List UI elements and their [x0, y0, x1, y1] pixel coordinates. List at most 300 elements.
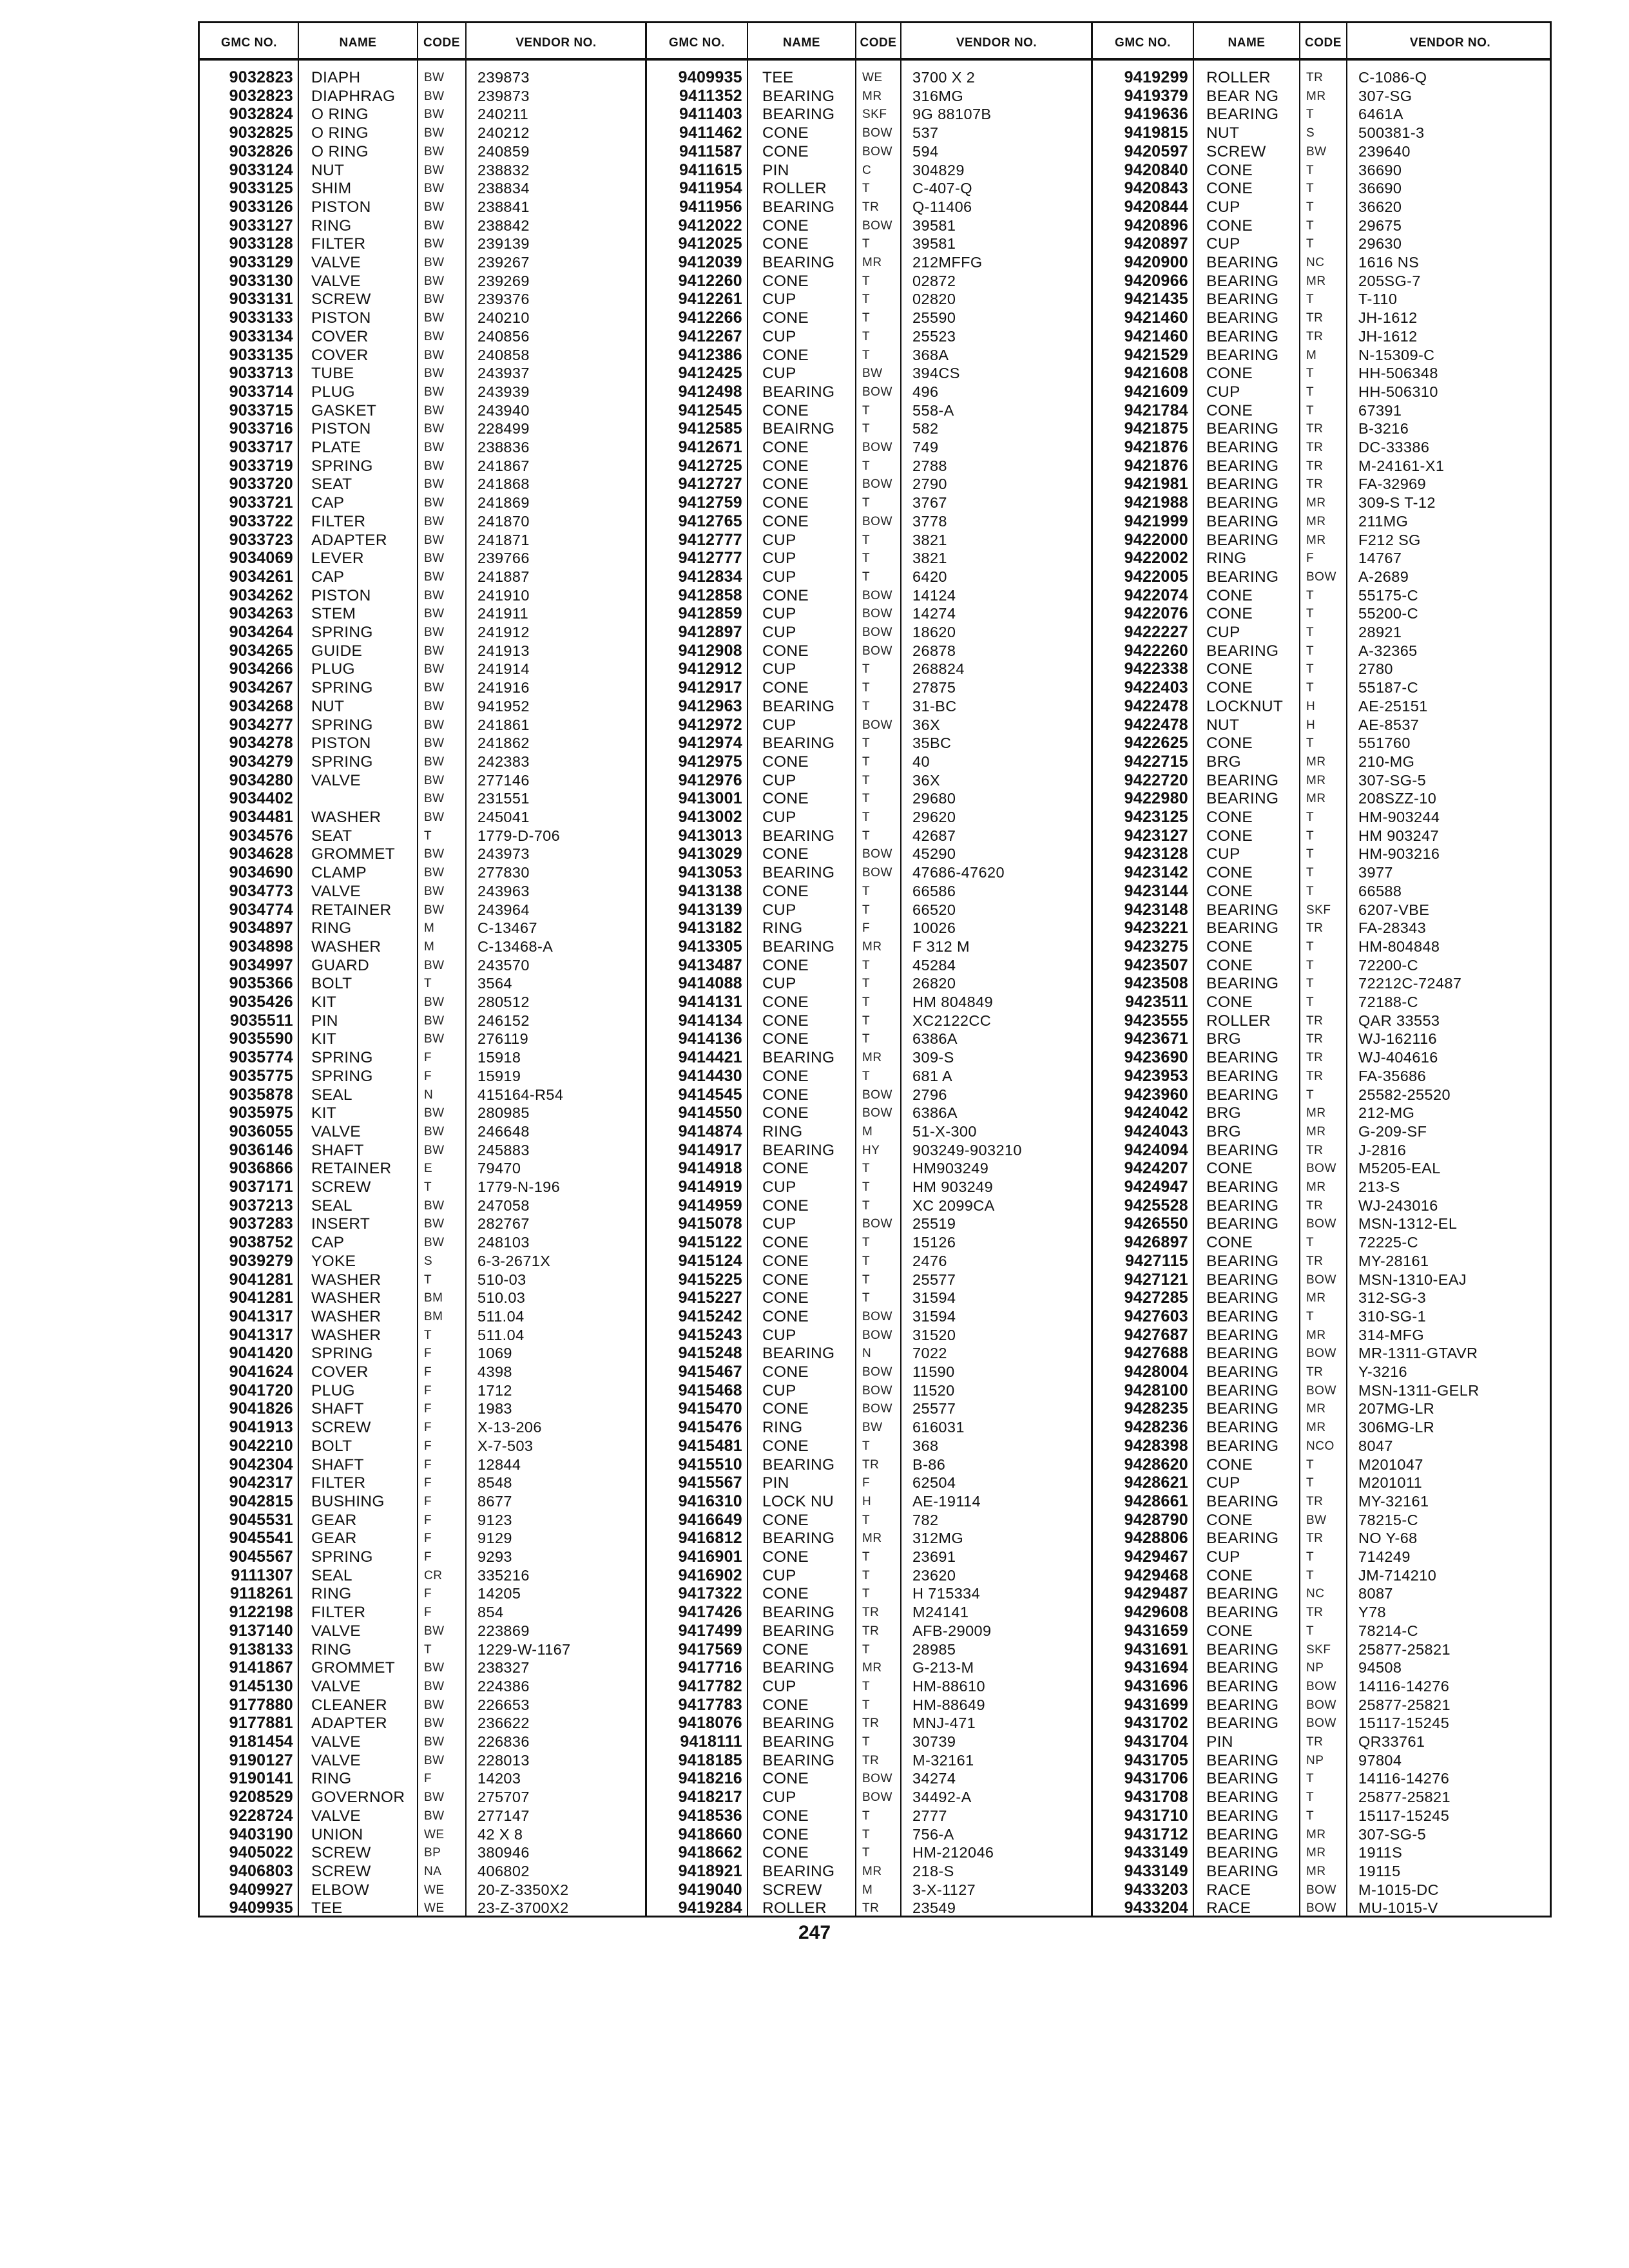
part-name: CONE: [1206, 1511, 1253, 1529]
vendor-code: BOW: [862, 126, 892, 140]
vendor-number: Q-11406: [912, 198, 972, 215]
part-name: CONE: [762, 1012, 809, 1030]
part-name: NUT: [1206, 124, 1240, 142]
gmc-number: 9411615: [679, 160, 742, 179]
gmc-number: 9412759: [678, 494, 742, 512]
part-name: CONE: [762, 1086, 809, 1104]
part-name: RING: [311, 1640, 352, 1658]
gmc-number: 9412859: [678, 604, 742, 623]
vendor-number: 243973: [477, 845, 530, 863]
gmc-number: 9423142: [1124, 863, 1188, 882]
gmc-number: 9412425: [678, 364, 742, 383]
gmc-number: 9034263: [229, 604, 293, 623]
vendor-code: BW: [424, 71, 445, 84]
part-name: RING: [762, 1122, 803, 1140]
gmc-number: 9409927: [229, 1880, 293, 1899]
table-row: [200, 586, 1554, 605]
vendor-code: BOW: [1306, 1901, 1336, 1916]
vendor-number: 241862: [477, 735, 530, 752]
part-name: WASHER: [311, 937, 381, 956]
vendor-number: 511.04: [477, 1326, 525, 1343]
table-row: [200, 678, 1554, 697]
part-name: CUP: [762, 809, 796, 826]
gmc-number: 9033720: [229, 475, 293, 494]
part-name: SCREW: [311, 1862, 371, 1880]
vendor-code: TR: [862, 1716, 880, 1731]
vendor-number: 15919: [477, 1067, 521, 1084]
vendor-code: T: [862, 884, 871, 898]
vendor-number: HM-903216: [1358, 845, 1440, 863]
vendor-code: TR: [1306, 329, 1324, 343]
vendor-number: 29620: [912, 809, 956, 825]
vendor-code: BP: [424, 1846, 441, 1860]
vendor-code: F: [424, 1439, 432, 1453]
vendor-code: F: [424, 1532, 432, 1546]
gmc-number: 9433149: [1124, 1843, 1188, 1862]
vendor-code: T: [862, 552, 871, 566]
part-name: SPRING: [311, 624, 373, 641]
part-name: CONE: [1206, 956, 1253, 974]
vendor-code: BW: [424, 514, 445, 528]
part-name: CONE: [762, 272, 809, 290]
vendor-code: BW: [424, 1624, 445, 1638]
gmc-number: 9415225: [678, 1270, 742, 1289]
vendor-number: 782: [912, 1511, 939, 1528]
table-row: [200, 1492, 1554, 1511]
part-name: BEARING: [762, 697, 835, 715]
vendor-code: T: [862, 1679, 871, 1693]
vendor-code: T: [862, 570, 871, 584]
gmc-number: 9033721: [229, 494, 293, 512]
gmc-number: 9414430: [678, 1066, 742, 1085]
gmc-number: 9422338: [1124, 660, 1188, 678]
vendor-code: T: [1306, 644, 1315, 658]
part-name: VALVE: [311, 272, 361, 290]
vendor-number: 72212C-72487: [1358, 975, 1462, 992]
part-name: BEARING: [1206, 254, 1279, 271]
gmc-number: 9032824: [229, 105, 293, 124]
vendor-code: BW: [424, 367, 445, 381]
part-name: SPRING: [311, 1345, 373, 1363]
vendor-number: 239640: [1358, 142, 1411, 160]
vendor-code: T: [862, 681, 871, 695]
gmc-number: 9034261: [229, 567, 293, 586]
part-name: CUP: [762, 771, 796, 789]
vendor-code: M: [424, 921, 435, 936]
part-name: BEARING: [762, 1862, 835, 1880]
vendor-code: S: [424, 1254, 433, 1268]
vendor-number: 243570: [477, 956, 530, 974]
gmc-number: 9034262: [229, 586, 293, 604]
vendor-code: BW: [424, 533, 445, 547]
part-name: CONE: [1206, 882, 1253, 900]
gmc-number: 9412777: [678, 549, 742, 568]
vendor-number: 854: [477, 1604, 504, 1621]
gmc-number: 9035426: [229, 993, 293, 1011]
vendor-number: 277147: [477, 1807, 530, 1824]
vendor-number: 3778: [912, 512, 947, 530]
gmc-number: 9033134: [229, 327, 293, 345]
gmc-number: 9412022: [678, 216, 742, 235]
vendor-code: F: [424, 1051, 432, 1065]
vendor-code: T: [862, 1291, 871, 1305]
vendor-number: HM-88610: [912, 1677, 985, 1695]
table-row: [200, 771, 1554, 790]
part-name: BRG: [1206, 1122, 1241, 1140]
vendor-number: 211MG: [1358, 512, 1409, 530]
vendor-number: 47686-47620: [912, 864, 1005, 881]
part-name: SCREW: [311, 1844, 371, 1862]
vendor-number: MSN-1311-GELR: [1358, 1381, 1480, 1399]
vendor-number: 243964: [477, 901, 530, 918]
gmc-number: 9033714: [229, 382, 293, 401]
gmc-number: 9412545: [678, 401, 742, 419]
vendor-number: 72225-C: [1358, 1234, 1418, 1251]
gmc-number: 9034267: [229, 678, 293, 697]
gmc-number: 9424042: [1124, 1104, 1188, 1122]
table-row: [200, 290, 1554, 309]
gmc-number: 9412498: [678, 382, 742, 401]
table-row: [200, 1474, 1554, 1492]
part-name: SHAFT: [311, 1141, 364, 1159]
vendor-code: T: [1306, 847, 1315, 861]
part-name: BEARING: [1206, 1659, 1279, 1677]
part-name: RING: [762, 919, 803, 937]
table-row: [200, 1769, 1554, 1788]
part-name: CUP: [762, 550, 796, 568]
part-name: CONE: [1206, 1566, 1253, 1584]
vendor-code: MR: [1306, 792, 1326, 806]
gmc-number: 9428236: [1124, 1418, 1188, 1437]
gmc-number: 9411462: [679, 124, 742, 142]
vendor-code: T: [1306, 403, 1315, 418]
vendor-number: 240210: [477, 309, 530, 327]
table-row: [200, 1271, 1554, 1289]
gmc-number: 9041281: [229, 1289, 293, 1307]
gmc-number: 9037213: [229, 1196, 293, 1215]
gmc-number: 9033713: [229, 364, 293, 383]
vendor-number: DC-33386: [1358, 439, 1430, 456]
gmc-number: 9431694: [1124, 1658, 1188, 1677]
vendor-number: 243937: [477, 365, 530, 382]
gmc-number: 9420966: [1124, 271, 1188, 290]
vendor-code: BW: [1306, 144, 1327, 159]
part-name: ROLLER: [762, 1899, 827, 1917]
vendor-number: 51-X-300: [912, 1122, 977, 1140]
table-row: [200, 1548, 1554, 1566]
table-row: [200, 1215, 1554, 1233]
part-name: SCREW: [311, 291, 371, 309]
vendor-number: 36X: [912, 771, 941, 789]
gmc-number: 9419299: [1124, 68, 1188, 86]
gmc-number: 9041720: [229, 1381, 293, 1399]
part-name: CONE: [1206, 605, 1253, 623]
part-name: LEVER: [311, 550, 364, 568]
table-row: [200, 346, 1554, 365]
vendor-number: 6207-VBE: [1358, 901, 1430, 918]
vendor-number: 243940: [477, 401, 530, 419]
gmc-number: 9426550: [1124, 1215, 1188, 1233]
gmc-number: 9412777: [678, 530, 742, 549]
gmc-number: 9420840: [1124, 160, 1188, 179]
gmc-number: 9413002: [678, 808, 742, 826]
gmc-number: 9418217: [678, 1788, 742, 1807]
vendor-number: FA-28343: [1358, 919, 1427, 937]
gmc-number: 9421460: [1124, 327, 1188, 345]
gmc-number: 9423511: [1124, 993, 1188, 1011]
part-name: RING: [311, 216, 352, 235]
gmc-number: 9427687: [1124, 1325, 1188, 1344]
table-row: [200, 1843, 1554, 1862]
table-row: [200, 1622, 1554, 1640]
part-name: BEARING: [762, 106, 835, 124]
part-name: ROLLER: [1206, 69, 1271, 86]
part-name: CUP: [1206, 235, 1240, 253]
part-name: BEARING: [1206, 1825, 1279, 1843]
vendor-code: BW: [424, 681, 445, 695]
table-row: [200, 419, 1554, 438]
part-name: BEARING: [1206, 1807, 1279, 1825]
part-name: BEARING: [762, 87, 835, 105]
vendor-code: T: [862, 829, 871, 843]
vendor-number: 67391: [1358, 401, 1402, 419]
vendor-number: 78214-C: [1358, 1622, 1418, 1639]
part-name: CONE: [1206, 1234, 1253, 1252]
part-name: SPRING: [311, 1548, 373, 1566]
vendor-number: 25519: [912, 1215, 956, 1233]
vendor-number: 241913: [477, 642, 530, 659]
vendor-code: BOW: [1306, 570, 1336, 584]
gmc-number: 9415248: [678, 1344, 742, 1363]
part-name: VALVE: [311, 1751, 361, 1769]
table-row: [200, 1344, 1554, 1363]
gmc-number: 9034265: [229, 641, 293, 660]
vendor-code: T: [1306, 1309, 1315, 1323]
part-name: KIT: [311, 994, 337, 1011]
vendor-number: 246648: [477, 1122, 530, 1140]
vendor-code: T: [424, 1642, 432, 1657]
gmc-number: 9403190: [229, 1825, 293, 1843]
vendor-code: TR: [1306, 1365, 1324, 1379]
table-row: [200, 789, 1554, 808]
vendor-code: T: [862, 1273, 871, 1287]
vendor-number: 335216: [477, 1566, 530, 1584]
vendor-number: 277830: [477, 864, 530, 881]
vendor-code: T: [1306, 1791, 1315, 1805]
gmc-number: 9036146: [229, 1140, 293, 1159]
vendor-number: 537: [912, 124, 939, 142]
vendor-code: TR: [1306, 1532, 1324, 1546]
gmc-number: 9423144: [1124, 881, 1188, 900]
gmc-number: 9413487: [678, 956, 742, 974]
vendor-number: 241861: [477, 716, 530, 733]
gmc-number: 9041913: [229, 1418, 293, 1437]
part-name: BEARING: [1206, 1640, 1279, 1658]
part-name: BEARING: [1206, 1862, 1279, 1880]
gmc-number: 9413001: [678, 789, 742, 808]
part-name: GROMMET: [311, 845, 396, 863]
vendor-code: BW: [424, 1735, 445, 1749]
gmc-number: 9034279: [229, 752, 293, 771]
vendor-code: BW: [424, 588, 445, 602]
part-name: CONE: [1206, 1456, 1253, 1474]
vendor-code: TR: [1306, 71, 1324, 84]
table-row: [200, 1178, 1554, 1196]
table-row: [200, 753, 1554, 771]
table-row: [200, 1122, 1554, 1141]
part-name: CUP: [762, 327, 796, 345]
vendor-number: C-13468-A: [477, 937, 554, 955]
vendor-number: 4398: [477, 1363, 512, 1380]
gmc-number: 9420896: [1124, 216, 1188, 235]
vendor-number: 18620: [912, 624, 956, 640]
vendor-code: BOW: [862, 514, 892, 528]
table-row: [200, 401, 1554, 420]
vendor-number: JM-714210: [1358, 1566, 1437, 1584]
vendor-number: 282767: [477, 1215, 530, 1233]
gmc-number: 9423555: [1124, 1011, 1188, 1030]
part-name: CUP: [762, 716, 796, 734]
gmc-number: 9423690: [1124, 1048, 1188, 1067]
part-name: BEARING: [1206, 476, 1279, 494]
vendor-number: 749: [912, 439, 939, 456]
vendor-code: T: [862, 773, 871, 787]
gmc-number: 9415510: [678, 1455, 742, 1474]
gmc-number: 9041281: [229, 1270, 293, 1289]
vendor-number: 39581: [912, 216, 956, 234]
vendor-code: F: [424, 1402, 432, 1416]
part-name: SPRING: [311, 753, 373, 771]
vendor-code: WE: [424, 1883, 445, 1897]
vendor-code: BW: [424, 126, 445, 140]
vendor-code: SKF: [862, 108, 887, 122]
part-name: ADAPTER: [311, 1715, 387, 1733]
vendor-code: F: [424, 1069, 432, 1083]
vendor-number: 368: [912, 1437, 939, 1454]
vendor-code: MR: [1306, 1402, 1326, 1416]
vendor-code: BW: [424, 329, 445, 343]
vendor-number: 309-S: [912, 1049, 954, 1066]
part-name: BEARING: [1206, 327, 1279, 345]
vendor-number: 210-MG: [1358, 753, 1415, 770]
vendor-code: BW: [424, 348, 445, 362]
vendor-code: T: [1306, 293, 1315, 307]
gmc-number: 9415078: [678, 1215, 742, 1233]
gmc-number: 9034628: [229, 845, 293, 863]
vendor-number: 316MG: [912, 87, 964, 104]
gmc-number: 9422625: [1124, 734, 1188, 753]
gmc-number: 9034402: [229, 789, 293, 808]
vendor-code: BW: [424, 903, 445, 917]
vendor-number: 241912: [477, 624, 530, 640]
gmc-number: 9426897: [1124, 1233, 1188, 1252]
vendor-code: BOW: [862, 588, 892, 602]
vendor-code: BOW: [1306, 1679, 1336, 1693]
gmc-number: 9145130: [229, 1677, 293, 1695]
part-name: BEARING: [1206, 494, 1279, 512]
gmc-number: 9413013: [678, 826, 742, 845]
vendor-code: MR: [1306, 1864, 1326, 1878]
vendor-number: 307-SG: [1358, 87, 1412, 104]
part-name: BUSHING: [311, 1492, 385, 1510]
vendor-number: 8677: [477, 1492, 512, 1510]
part-name: CAP: [311, 1234, 345, 1252]
gmc-number: 9033125: [229, 179, 293, 198]
gmc-number: 9428398: [1124, 1436, 1188, 1455]
vendor-number: 72188-C: [1358, 994, 1418, 1010]
gmc-number: 9414959: [678, 1196, 742, 1215]
part-name: BEARING: [1206, 1585, 1279, 1603]
vendor-code: T: [862, 1642, 871, 1657]
vendor-code: BOW: [862, 385, 892, 399]
part-name: ROLLER: [1206, 1012, 1271, 1030]
vendor-number: 31520: [912, 1326, 956, 1343]
gmc-number: 9041826: [229, 1399, 293, 1418]
vendor-code: T: [862, 459, 871, 473]
table-row: [200, 438, 1554, 457]
vendor-number: 14767: [1358, 550, 1402, 567]
vendor-number: 500381-3: [1358, 124, 1425, 142]
part-name: BEARING: [1206, 1770, 1279, 1788]
vendor-code: T: [862, 977, 871, 991]
gmc-number: 9037171: [229, 1178, 293, 1196]
part-name: SEAL: [311, 1086, 352, 1104]
vendor-number: 240856: [477, 327, 530, 345]
vendor-number: M5205-EAL: [1358, 1160, 1441, 1177]
vendor-number: 241867: [477, 457, 530, 474]
vendor-number: 3564: [477, 975, 512, 992]
vendor-code: N: [424, 1088, 434, 1102]
vendor-code: BW: [424, 274, 445, 288]
gmc-number: 9412972: [678, 715, 742, 734]
vendor-code: M: [424, 939, 435, 954]
part-name: CUP: [762, 1677, 796, 1695]
gmc-number: 9417322: [678, 1584, 742, 1603]
vendor-number: 14274: [912, 605, 956, 622]
part-name: CONE: [762, 882, 809, 900]
vendor-code: MR: [1306, 274, 1326, 288]
vendor-number: 511.04: [477, 1307, 525, 1325]
table-row: [200, 475, 1554, 494]
vendor-number: 25577: [912, 1400, 956, 1418]
vendor-number: AFB-29009: [912, 1622, 992, 1639]
vendor-code: T: [862, 1014, 871, 1028]
table-row: [200, 1640, 1554, 1659]
gmc-number: 9034266: [229, 660, 293, 678]
vendor-code: BOW: [862, 644, 892, 658]
part-name: PISTON: [311, 198, 371, 216]
part-name: BEARING: [762, 1622, 835, 1640]
part-name: GASKET: [311, 401, 377, 419]
part-name: VALVE: [311, 771, 361, 789]
vendor-code: F: [424, 1550, 432, 1564]
gmc-number: 9412727: [678, 475, 742, 494]
part-name: WASHER: [311, 1326, 381, 1344]
part-name: BEARING: [1206, 919, 1279, 937]
part-name: CUP: [762, 531, 796, 549]
vendor-number: 218-S: [912, 1862, 954, 1879]
vendor-code: TR: [1306, 1198, 1324, 1213]
vendor-number: 224386: [477, 1677, 530, 1695]
part-name: PIN: [762, 161, 789, 179]
part-name: SEAL: [311, 1566, 352, 1584]
table-row: [200, 1012, 1554, 1030]
gmc-number: 9033135: [229, 345, 293, 364]
part-name: BEARING: [1206, 420, 1279, 438]
vendor-number: 205SG-7: [1358, 272, 1421, 289]
part-name: GUIDE: [311, 642, 363, 660]
gmc-number: 9423148: [1124, 900, 1188, 919]
